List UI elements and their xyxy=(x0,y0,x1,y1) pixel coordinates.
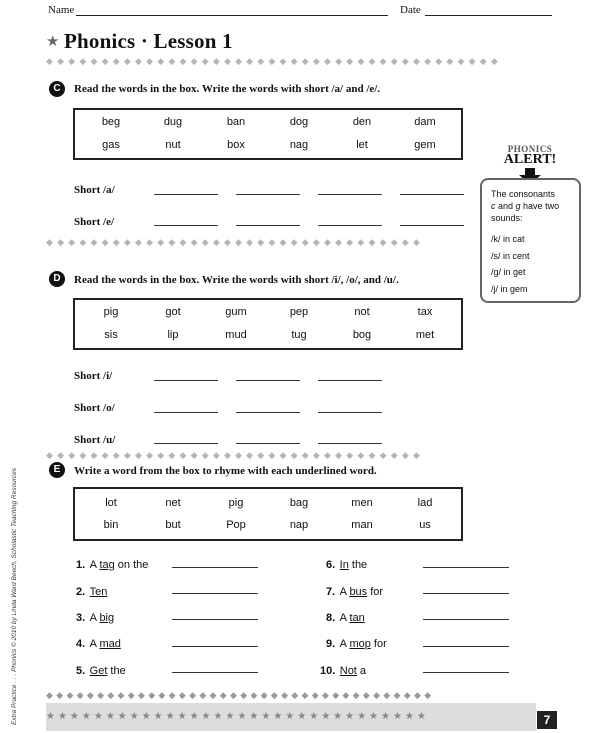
list-item: 8. A tan xyxy=(326,612,365,624)
answer-blank[interactable] xyxy=(318,193,382,195)
footer-stars: ★★★★★★★★★★★★★★★★★★★★★★★★★★★★★★★★ xyxy=(46,711,429,722)
answer-blank[interactable] xyxy=(172,671,258,673)
section-c-word-box xyxy=(73,108,463,160)
word: net xyxy=(165,497,181,509)
list-item: 7. A bus for xyxy=(326,586,384,598)
date-label: Date xyxy=(400,4,421,16)
answer-blank[interactable] xyxy=(154,379,218,381)
answer-blank[interactable] xyxy=(154,411,218,413)
footer-diamonds: ◆◆◆◆◆◆◆◆◆◆◆◆◆◆◆◆◆◆◆◆◆◆◆◆◆◆◆◆◆◆◆◆◆◆◆◆◆◆ xyxy=(46,690,435,700)
word: lip xyxy=(167,329,179,341)
alert-title-top: PHONICS xyxy=(507,144,553,154)
answer-blank[interactable] xyxy=(172,592,258,594)
list-item: 6. In the xyxy=(326,559,368,571)
list-item: 2. Ten xyxy=(76,586,108,598)
name-label: Name xyxy=(48,4,75,16)
answer-blank[interactable] xyxy=(400,193,464,195)
name-field[interactable] xyxy=(76,3,388,16)
word: nap xyxy=(289,519,309,531)
section-d-word-box xyxy=(73,298,463,350)
answer-blank[interactable] xyxy=(318,442,382,444)
answer-blank[interactable] xyxy=(154,442,218,444)
list-item: 3. A big xyxy=(76,612,115,624)
phonics-alert-box xyxy=(480,178,581,303)
answer-blank[interactable] xyxy=(423,645,509,647)
section-e-badge: E xyxy=(49,462,65,478)
copyright-credit: Extra Practice . . . Phonics © 2010 by Linda Ward Beech, Scholastic Teaching Resources xyxy=(11,468,18,725)
word: gum xyxy=(225,306,247,318)
answer-blank[interactable] xyxy=(172,566,258,568)
word: mud xyxy=(225,329,247,341)
word: pig xyxy=(228,497,244,509)
answer-blank[interactable] xyxy=(154,193,218,195)
answer-blank[interactable] xyxy=(172,618,258,620)
word: ban xyxy=(226,116,246,128)
answer-blank[interactable] xyxy=(318,411,382,413)
section-c-instruction: Read the words in the box. Write the words with short /a/ and /e/. xyxy=(74,83,381,95)
list-item: 1. A tag on the xyxy=(76,559,149,571)
section-d-divider: ◆◆◆◆◆◆◆◆◆◆◆◆◆◆◆◆◆◆◆◆◆◆◆◆◆◆◆◆◆◆◆◆◆◆ xyxy=(46,450,425,460)
short-a-label: Short /a/ xyxy=(74,184,115,196)
answer-blank[interactable] xyxy=(318,224,382,226)
word: met xyxy=(415,329,435,341)
word: bag xyxy=(289,497,309,509)
word: pep xyxy=(289,306,309,318)
answer-blank[interactable] xyxy=(236,224,300,226)
word: gem xyxy=(414,139,436,151)
word: men xyxy=(351,497,373,509)
date-field[interactable] xyxy=(425,3,552,16)
word: bog xyxy=(352,329,372,341)
word: nag xyxy=(289,139,309,151)
word: pig xyxy=(103,306,119,318)
answer-blank[interactable] xyxy=(154,224,218,226)
alert-line: /g/ in get xyxy=(491,267,526,277)
word: dam xyxy=(414,116,436,128)
alert-text: c and g have two xyxy=(491,201,560,211)
word: box xyxy=(227,139,245,151)
word: tug xyxy=(291,329,307,341)
word: dug xyxy=(163,116,183,128)
short-e-label: Short /e/ xyxy=(74,216,115,228)
answer-blank[interactable] xyxy=(236,379,300,381)
word: but xyxy=(165,519,181,531)
list-item: 9. A mop for xyxy=(326,638,387,650)
word: tax xyxy=(417,306,433,318)
section-d-badge: D xyxy=(49,271,65,287)
alert-line: /s/ in cent xyxy=(491,250,530,261)
answer-blank[interactable] xyxy=(318,379,382,381)
alert-title: ALERT! xyxy=(503,152,557,167)
answer-blank[interactable] xyxy=(236,193,300,195)
section-c-badge: C xyxy=(49,81,65,97)
answer-blank[interactable] xyxy=(400,224,464,226)
alert-line: /k/ in cat xyxy=(491,234,525,244)
word: sis xyxy=(104,329,118,341)
answer-blank[interactable] xyxy=(423,592,509,594)
word: lot xyxy=(105,497,117,509)
answer-blank[interactable] xyxy=(423,671,509,673)
word: got xyxy=(165,306,181,318)
answer-blank[interactable] xyxy=(172,645,258,647)
page-number: 7 xyxy=(537,711,557,729)
word: Pop xyxy=(226,519,246,531)
title-divider: ◆◆◆◆◆◆◆◆◆◆◆◆◆◆◆◆◆◆◆◆◆◆◆◆◆◆◆◆◆◆◆◆◆◆◆◆◆◆◆◆◆ xyxy=(46,56,502,66)
section-d-instruction: Read the words in the box. Write the words with short /i/, /o/, and /u/. xyxy=(74,274,399,286)
word: den xyxy=(352,116,372,128)
answer-blank[interactable] xyxy=(423,618,509,620)
list-item: 10. Not a xyxy=(320,665,367,677)
answer-blank[interactable] xyxy=(423,566,509,568)
list-item: 5. Get the xyxy=(76,665,126,677)
short-i-label: Short /i/ xyxy=(74,370,113,382)
word: let xyxy=(356,139,368,151)
word: gas xyxy=(102,139,120,151)
word: dog xyxy=(289,116,309,128)
word: us xyxy=(419,519,431,531)
section-e-word-box xyxy=(73,487,463,541)
short-u-label: Short /u/ xyxy=(74,434,116,446)
word: beg xyxy=(101,116,121,128)
star-icon: ★ xyxy=(46,33,60,50)
section-c-divider: ◆◆◆◆◆◆◆◆◆◆◆◆◆◆◆◆◆◆◆◆◆◆◆◆◆◆◆◆◆◆◆◆◆◆ xyxy=(46,237,425,247)
section-e-instruction: Write a word from the box to rhyme with each underlined word. xyxy=(74,465,377,477)
page-title: Phonics · Lesson 1 xyxy=(64,29,233,53)
short-o-label: Short /o/ xyxy=(74,402,115,414)
word: lad xyxy=(417,497,433,509)
alert-text: The consonants xyxy=(491,189,556,199)
alert-text: sounds: xyxy=(491,213,523,223)
word: not xyxy=(354,306,370,318)
word: bin xyxy=(103,519,119,531)
alert-line: /j/ in gem xyxy=(491,283,528,294)
list-item: 4. A mad xyxy=(76,638,121,650)
answer-blank[interactable] xyxy=(236,442,300,444)
answer-blank[interactable] xyxy=(236,411,300,413)
word: nut xyxy=(165,139,181,151)
word: man xyxy=(351,519,373,531)
